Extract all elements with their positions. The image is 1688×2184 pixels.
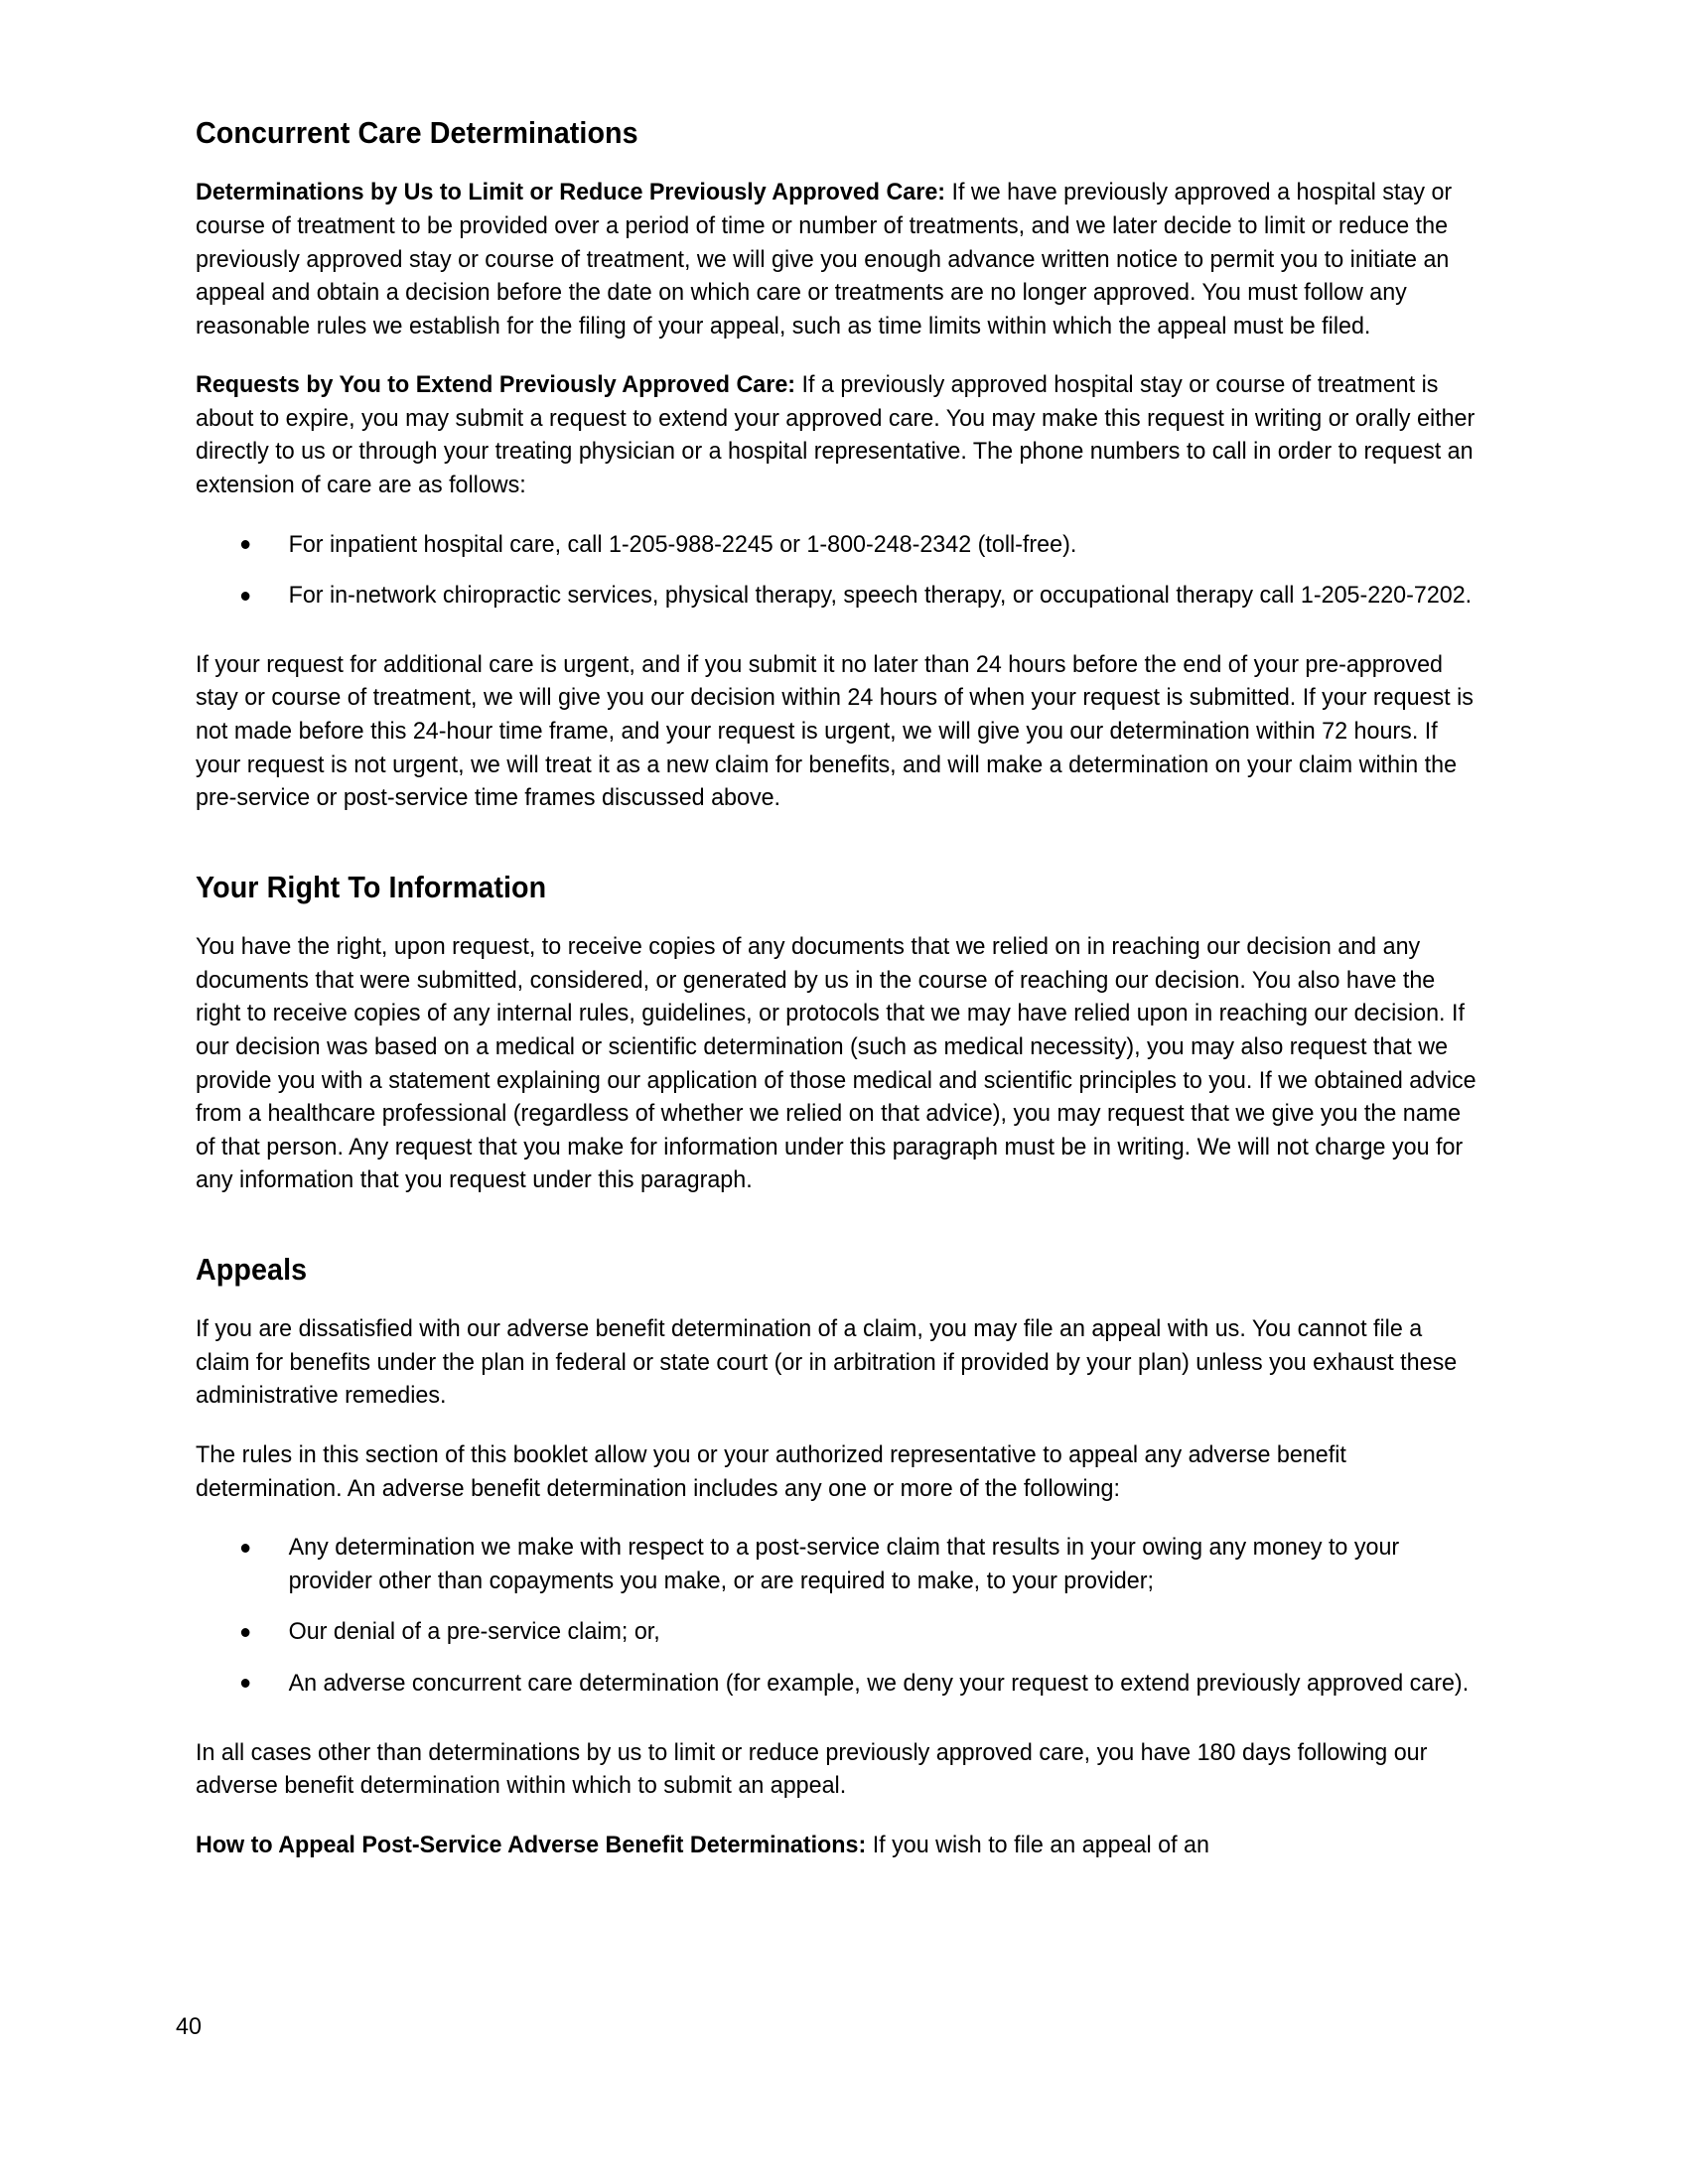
bullet-dot-icon <box>241 1544 250 1553</box>
heading-your-right-to-information: Your Right To Information <box>196 870 547 904</box>
bullet-dot-icon <box>241 1679 250 1688</box>
bullet-dot-icon <box>241 592 250 601</box>
paragraph-how-to-appeal <box>196 1829 1479 1862</box>
bullet-dot-icon <box>241 1628 250 1637</box>
paragraph-appeals-rules: The rules in this section of this booklet allow you or your authorized representative to appeal any adverse benefit determination. An adverse benefit determination includes any one or more of the following: <box>196 1441 1346 1502</box>
paragraph-determinations-by-us <box>196 176 1479 342</box>
list-item <box>196 528 1479 562</box>
paragraph-lead-requests-by-you: Requests by You to Extend Previously Approved Care: <box>196 371 796 399</box>
list-item <box>196 1615 1479 1649</box>
bullet-dot-icon <box>241 540 250 549</box>
list-item-label: For inpatient hospital care, call 1-205-988-2245 or 1-800-248-2342 (toll-free). <box>288 530 1077 558</box>
paragraph-appeals-intro: If you are dissatisfied with our adverse benefit determination of a claim, you may file an appeal with us. You cannot file a claim for benefits under the plan in federal or state court (or in arbitration if provided by your plan) unless you exhaust these administrative remedies. <box>196 1315 1458 1410</box>
paragraph-body-determinations-by-us: If we have previously approved a hospital stay or course of treatment to be provided over a period of time or number of treatments, and we later decide to limit or reduce the previously approved stay or course of treatment, we will give you enough advance written notice to permit you to initiate an appeal and obtain a decision before the date on which care or treatments are no longer approved. You must follow any reasonable rules we establish for the filing of your appeal, such as time limits within which the appeal must be filed. <box>196 179 1453 340</box>
list-extension-phone-numbers <box>196 528 1482 613</box>
spacer <box>196 638 1482 648</box>
paragraph-appeal-deadline: In all cases other than determinations by us to limit or reduce previously approved care, you have 180 days following our adverse benefit determination within which to submit an appeal. <box>196 1738 1428 1800</box>
list-adverse-benefit-determination-types <box>196 1531 1482 1700</box>
paragraph-requests-by-you <box>196 368 1479 501</box>
paragraph-body-how-to-appeal: If you wish to file an appeal of an <box>866 1831 1209 1858</box>
list-item-label: For in-network chiropractic services, physical therapy, speech therapy, or occupational therapy call 1-205-220-7202. <box>288 582 1473 610</box>
list-item <box>196 1667 1479 1701</box>
list-item <box>196 1531 1479 1597</box>
list-item <box>196 579 1479 613</box>
heading-appeals: Appeals <box>196 1252 308 1287</box>
list-item-label: Our denial of a pre-service claim; or, <box>288 1618 660 1646</box>
page-content <box>196 117 1482 1861</box>
page-number: 40 <box>176 2013 202 2040</box>
spacer <box>196 1726 1482 1736</box>
heading-concurrent-care-determinations: Concurrent Care Determinations <box>196 116 638 150</box>
paragraph-urgent-request-timeframes: If your request for additional care is urgent, and if you submit it no later than 24 hours before the end of your pre-approved stay or course of treatment, we will give you our decision within 24 hours of when your request is submitted. If your request is not made before this 24-hour time frame, and your request is urgent, we will give you our determination within 72 hours. If your request is not urgent, we will treat it as a new claim for benefits, and will make a determination on your claim within the pre-service or post-service time frames discussed above. <box>196 650 1474 812</box>
paragraph-lead-determinations-by-us: Determinations by Us to Limit or Reduce Previously Approved Care: <box>196 179 946 206</box>
paragraph-right-to-information: You have the right, upon request, to receive copies of any documents that we relied on in reaching our decision and any documents that were submitted, considered, or generated by us in the course of reaching our decision. You also have the right to receive copies of any internal rules, guidelines, or protocols that we may have relied upon in reaching our decision. If our decision was based on a medical or scientific determination (such as medical necessity), you may also request that we provide you with a statement explaining our application of those medical and scientific principles to you. If we obtained advice from a healthcare professional (regardless of whether we relied on that advice), you may request that we give you the name of that person. Any request that you make for information under this paragraph must be in writing. We will not charge you for any information that you request under this paragraph. <box>196 933 1477 1194</box>
paragraph-lead-how-to-appeal: How to Appeal Post-Service Adverse Benefit Determinations: <box>196 1831 867 1858</box>
list-item-label: Any determination we make with respect to a post-service claim that results in your owing any money to your provider other than copayments you make, or are required to make, to your provider; <box>288 1534 1400 1594</box>
list-item-label: An adverse concurrent care determination (for example, we deny your request to extend previously approved care). <box>288 1669 1470 1697</box>
paragraph-body-requests-by-you: If a previously approved hospital stay or course of treatment is about to expire, you may submit a request to extend your approved care. You may make this request in writing or orally either directly to us or through your treating physician or a hospital representative. The phone numbers to call in order to request an extension of care are as follows: <box>196 371 1476 499</box>
